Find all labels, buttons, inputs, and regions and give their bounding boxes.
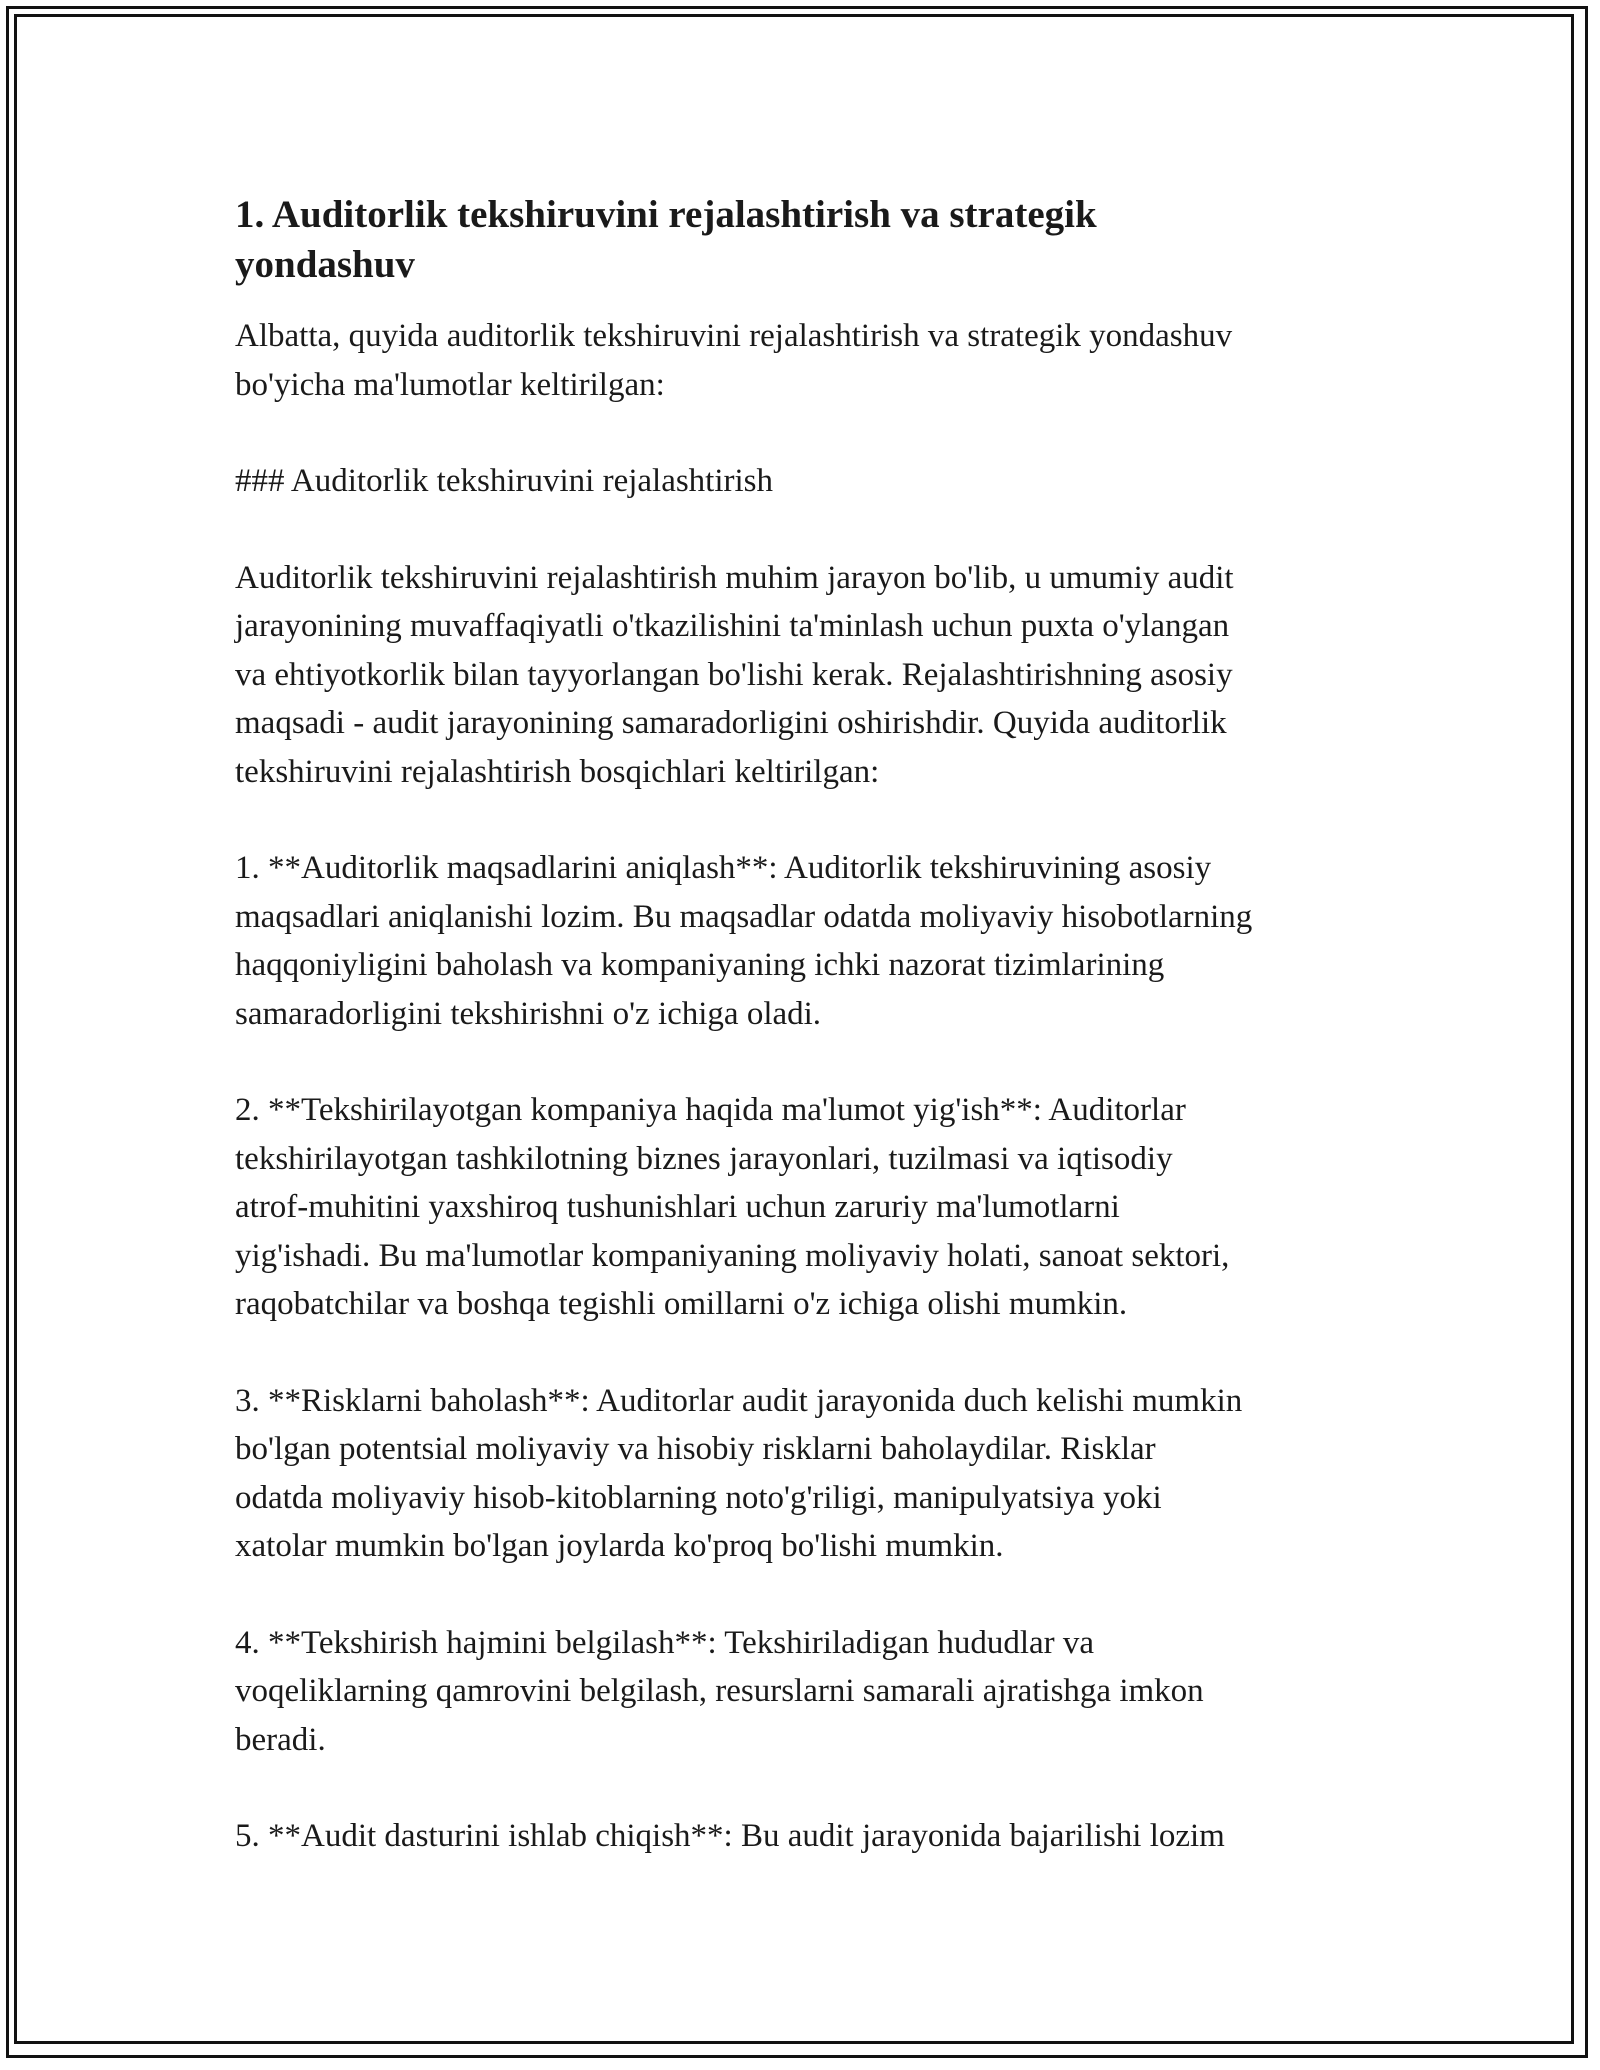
overview-paragraph: Auditorlik tekshiruvini rejalashtirish muhim jarayon bo'lib, u umumiy audit jarayonining muvaffaqiyatli o'tkazilishini ta'minlash uchun puxta o'ylangan va ehtiyotkorlik bilan tayyorlangan bo'lishi kerak. Rejalashtirishning asosiy maqsadi - audit jarayonining samaradorligini oshirishdir. Quyida auditorlik tekshiruvini rejalashtirish bosqichlari keltirilgan: <box>235 559 1234 790</box>
document-title: 1. Auditorlik tekshiruvini rejalashtirish va strategik yondashuv <box>235 193 1097 286</box>
list-item-4: 4. **Tekshirish hajmini belgilash**: Tekshiriladigan hududlar va voqeliklarning qamrovini belgilash, resurslarni samarali ajratishga imkon beradi. <box>235 1624 1204 1758</box>
list-item-3: 3. **Risklarni baholash**: Auditorlar audit jarayonida duch kelishi mumkin bo'lgan potentsial moliyaviy va hisobiy risklarni baholaydilar. Risklar odatda moliyaviy hisob-kitoblarning noto'g'riligi, manipulyatsiya yoki xatolar mumkin bo'lgan joylarda ko'proq bo'lishi mumkin. <box>235 1382 1243 1564</box>
intro-paragraph: Albatta, quyida auditorlik tekshiruvini rejalashtirish va strategik yondashuv bo'yicha ma'lumotlar keltirilgan: <box>235 318 1233 403</box>
document-body <box>235 190 1375 1909</box>
section-heading-markdown: ### Auditorlik tekshiruvini rejalashtirish <box>235 463 774 499</box>
list-item-2: 2. **Tekshirilayotgan kompaniya haqida ma'lumot yig'ish**: Auditorlar tekshirilayotgan tashkilotning biznes jarayonlari, tuzilmasi va iqtisodiy atrof-muhitini yaxshiroq tushunishlari uchun zaruriy ma'lumotlarni yig'ishadi. Bu ma'lumotlar kompaniyaning moliyaviy holati, sanoat sektori, raqobatchilar va boshqa tegishli omillarni o'z ichiga olishi mumkin. <box>235 1092 1230 1322</box>
list-item-1: 1. **Auditorlik maqsadlarini aniqlash**: Auditorlik tekshiruvining asosiy maqsadlari aniqlanishi lozim. Bu maqsadlar odatda moliyaviy hisobotlarning haqqoniyligini baholash va kompaniyaning ichki nazorat tizimlarining samaradorligini tekshirishni o'z ichiga oladi. <box>235 850 1253 1032</box>
list-item-5: 5. **Audit dasturini ishlab chiqish**: Bu audit jarayonida bajarilishi lozim <box>235 1818 1225 1854</box>
